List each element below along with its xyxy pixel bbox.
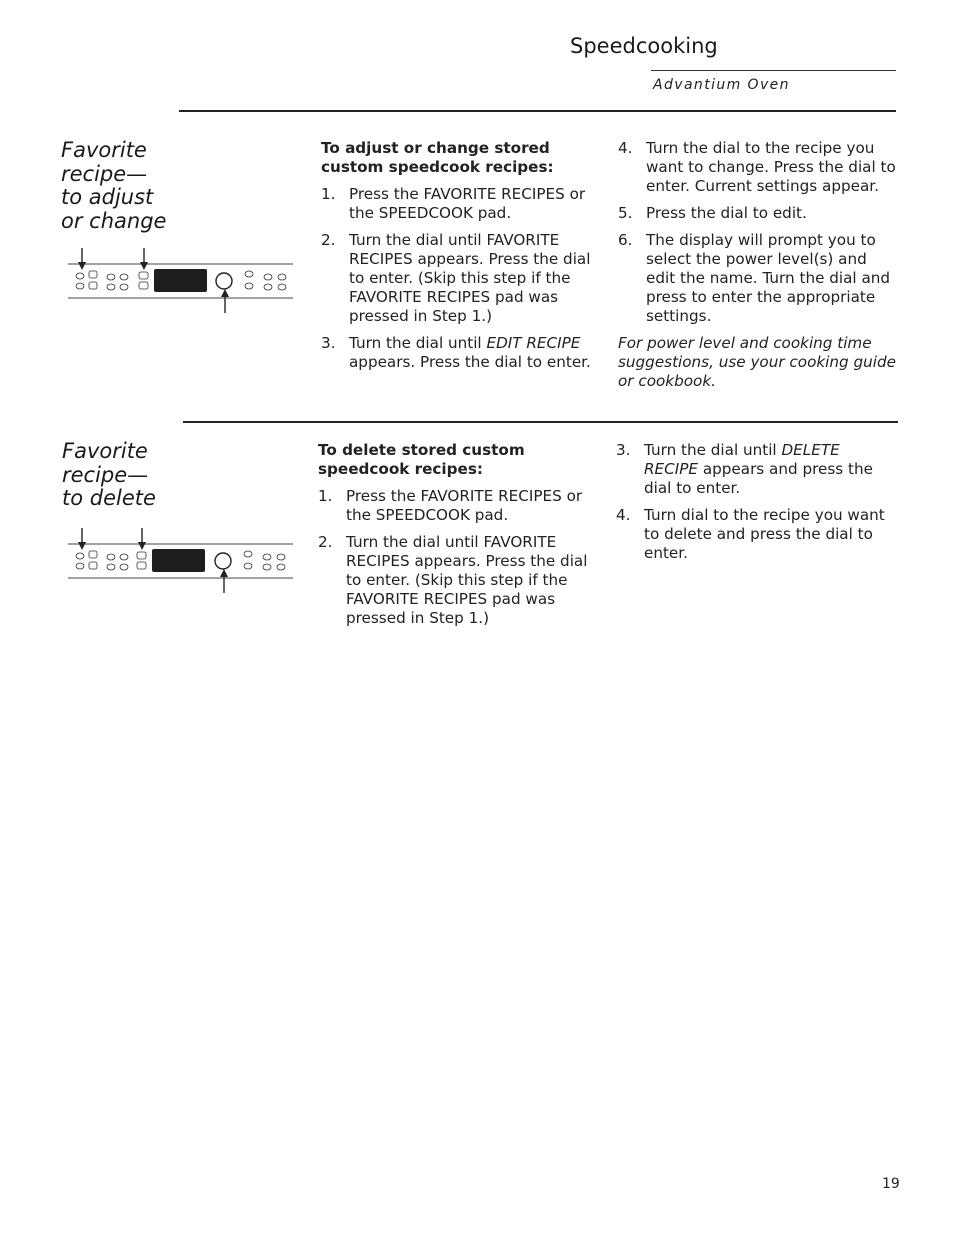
step-text: Turn the dial to the recipe you want to change. Press the dial to enter. Current settings appear. (646, 139, 896, 195)
title-line: Favorite (61, 138, 147, 162)
list-item (618, 139, 896, 196)
section1-column-1 (321, 139, 606, 380)
list-item (321, 185, 606, 223)
section1-title (61, 139, 166, 233)
display-message: DELETE RECIPE (644, 441, 840, 478)
step-text: appears and press the dial to enter. (644, 460, 873, 497)
list-item (321, 334, 606, 372)
step-number: 4. (616, 506, 631, 524)
step-number: 5. (618, 204, 633, 222)
instructions-heading: To adjust or change stored custom speedcook recipes: (321, 139, 554, 176)
title-line: to delete (62, 486, 156, 510)
step-text: Press the FAVORITE RECIPES or the SPEEDCOOK pad. (346, 487, 583, 524)
step-text: appears. Press the dial to enter. (349, 353, 591, 371)
cooking-note: For power level and cooking time suggestions, use your cooking guide or cookbook. (618, 334, 896, 390)
section2-column-1 (318, 441, 603, 636)
section-header-title: Speedcooking (570, 34, 718, 58)
section2-title (62, 440, 156, 511)
step-number: 3. (321, 334, 336, 352)
list-item (618, 204, 896, 223)
step-text: Press the FAVORITE RECIPES or the SPEEDCOOK pad. (349, 185, 586, 222)
step-number: 1. (321, 185, 336, 203)
step-text: The display will prompt you to select the power level(s) and edit the name. Turn the dial and press to enter the appropriate settings. (646, 231, 891, 325)
section1-divider (179, 110, 896, 112)
header-divider (651, 70, 896, 71)
instruction-list (618, 139, 896, 326)
step-text: Turn the dial until (349, 334, 487, 352)
step-number: 2. (321, 231, 336, 249)
title-line: or change (61, 208, 167, 233)
instruction-list (616, 441, 888, 563)
control-panel-diagram-delete (64, 526, 296, 594)
step-number: 2. (318, 533, 333, 551)
page-number: 19 (882, 1176, 900, 1192)
list-item (318, 487, 603, 525)
list-item (318, 533, 603, 628)
step-text: Turn the dial until FAVORITE RECIPES appears. Press the dial to enter. (Skip this step if the FAVORITE RECIPES pad was pressed in Step 1.) (349, 231, 591, 325)
title-line: recipe— (61, 161, 148, 186)
instruction-list (318, 487, 603, 628)
instructions-heading: To delete stored custom speedcook recipes: (318, 441, 525, 478)
step-number: 4. (618, 139, 633, 157)
instruction-list (321, 185, 606, 372)
title-line: Favorite (62, 439, 148, 463)
section1-column-2 (618, 139, 896, 391)
display-message: EDIT RECIPE (486, 334, 581, 352)
title-line: to adjust (61, 185, 154, 209)
title-line: recipe— (62, 462, 149, 487)
section2-column-2 (616, 441, 888, 571)
list-item (616, 441, 888, 498)
control-panel-diagram-adjust (64, 246, 296, 314)
list-item (321, 231, 606, 326)
step-text: Press the dial to edit. (646, 204, 807, 222)
section2-divider (183, 421, 898, 423)
step-number: 3. (616, 441, 631, 459)
list-item (618, 231, 896, 326)
step-number: 6. (618, 231, 633, 249)
step-text: Turn the dial until FAVORITE RECIPES appears. Press the dial to enter. (Skip this step if the FAVORITE RECIPES pad was pressed in Step 1.) (346, 533, 588, 627)
step-number: 1. (318, 487, 333, 505)
step-text: Turn dial to the recipe you want to delete and press the dial to enter. (644, 506, 885, 562)
list-item (616, 506, 888, 563)
step-text: Turn the dial until (644, 441, 782, 459)
product-name: Advantium Oven (653, 77, 790, 93)
